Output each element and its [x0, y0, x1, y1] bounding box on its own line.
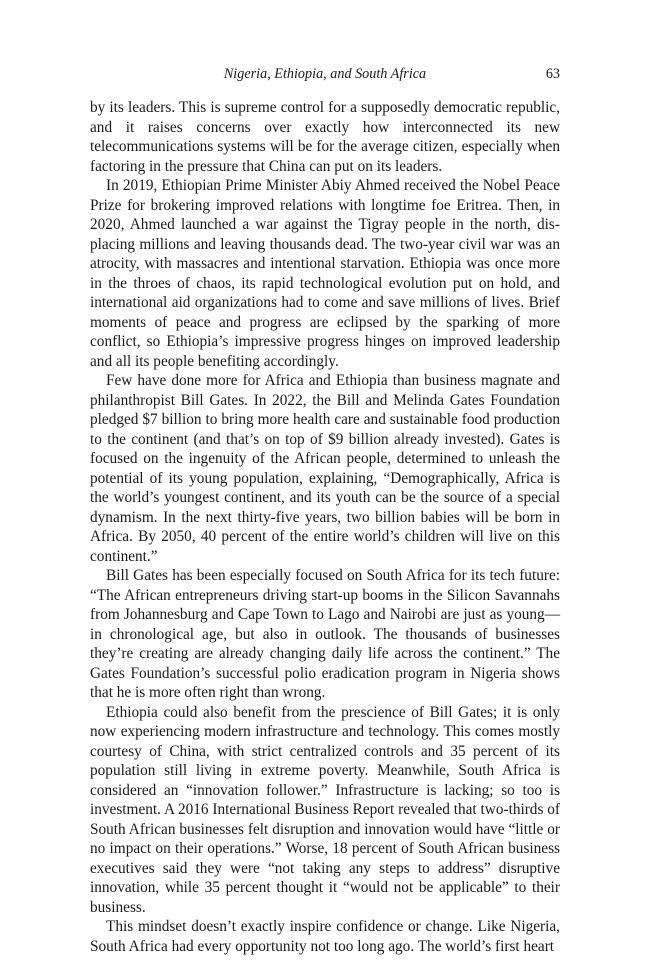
paragraph-bill-gates-foundation: Few have done more for Africa and Ethiopia than business magnate and philanthropist Bill Gates. In 2022, the Bill and Melinda Gates Foundation pledged $7 billion to bring more health care and sustainable food production to the continent (and that’s on top of $9 billion already invested). Gates is focused on the ingenuity of the African people, determined to unleash the potential of its young population, explaining, “Demographically, Africa is the world’s youngest continent, and its youth can be the source of a special dynamism. In the next thirty-five years, two billion babies will be born in Africa. By 2050, 40 percent of the entire world’s children will live on this continent.” — [90, 372, 560, 565]
paragraph-mindset: This mindset doesn’t exactly inspire confidence or change. Like Nigeria, South Africa had every opportunity not too long ago. The world’s first heart — [90, 918, 560, 955]
paragraph-south-africa-tech: Bill Gates has been especially focused on South Africa for its tech future: “The African entrepreneurs driving start-up booms in the Silicon Savannahs from Johannesburg and Cape Town to Lago and Nairobi are just as young— in chronological age, but also in outlook. The thousands of businesses they’re creating are already changing daily life across the continent.” The Gates Foundation’s successful polio eradication program in Nigeria shows that he is more often right than wrong. — [90, 567, 560, 701]
body-text — [90, 98, 560, 956]
running-title: Nigeria, Ethiopia, and South Africa — [223, 66, 427, 82]
paragraph-innovation-follower: Ethiopia could also benefit from the prescience of Bill Gates; it is only now experiencing modern infrastructure and technology. This comes mostly courtesy of China, with strict centralized controls and 35 percent of its population still living in extreme poverty. Meanwhile, South Africa is considered an “innovation follower.” Infrastructure is lacking; so too is investment. A 2016 International Business Report revealed that two-thirds of South African businesses felt disruption and innovation would have “little or no impact on their operations.” Worse, 18 percent of South African business executives said they were “not taking any steps to address” disruptive innovation, while 35 percent thought it “would not be applicable” to their business. — [90, 703, 560, 916]
paragraph-continued: by its leaders. This is supreme control for a supposedly democratic republic, and it raises concerns over exactly how interconnected its new telecommunications systems will be for the average citizen, especially when factoring in the pressure that China can put on its leaders. — [90, 99, 560, 175]
running-head — [90, 66, 560, 86]
page-number: 63 — [545, 66, 560, 82]
paragraph-abiy-ahmed: In 2019, Ethiopian Prime Minister Abiy Ahmed received the Nobel Peace Prize for brokering improved relations with longtime foe Eritrea. Then, in 2020, Ahmed launched a war against the Tigray people in the north, displacing millions and leaving thousands dead. The two-year civil war was an atrocity, with massacres and intentional starvation. Ethiopia was once more in the throes of chaos, its rapid technological evolution put on hold, and international aid organizations had to come and save millions of lives. Brief moments of peace and progress are eclipsed by the sparking of more conflict, so Ethiopia’s impressive progress hinges on improved leadership and all its people benefiting accordingly. — [90, 177, 560, 370]
